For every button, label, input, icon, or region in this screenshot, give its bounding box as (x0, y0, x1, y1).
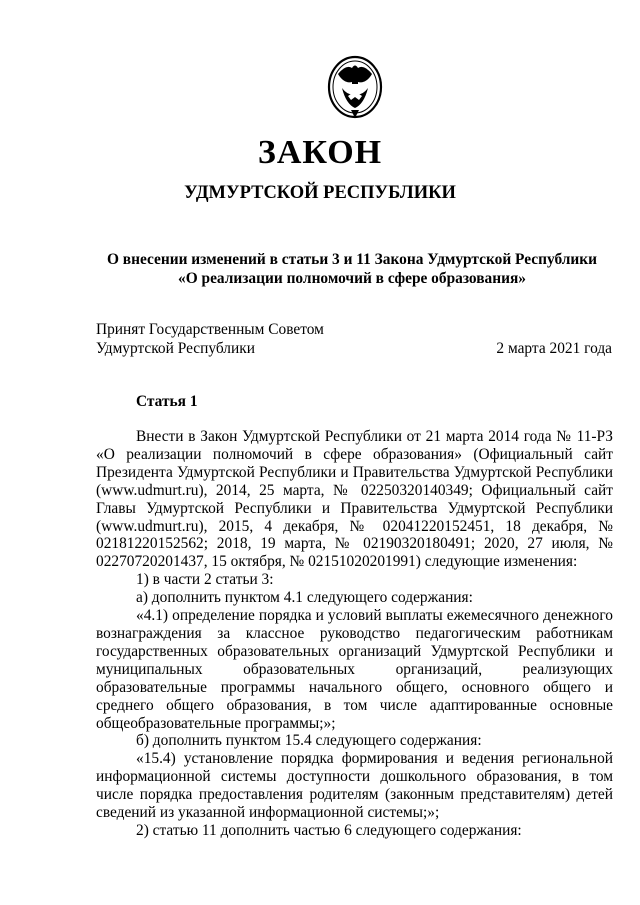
article-paragraph: б) дополнить пунктом 15.4 следующего содержания: (136, 732, 482, 750)
coat-of-arms-emblem (326, 54, 384, 122)
law-subject (96, 250, 608, 288)
article-paragraph: а) дополнить пунктом 4.1 следующего содержания: (136, 589, 473, 607)
article-paragraph: Внести в Закон Удмуртской Республики от 21 марта 2014 года № 11-РЗ «О реализации полномочий в сфере образования» (Официальный сайт Президента Удмуртской Республики и Правительства Удмуртской Республики (www.udmurt.ru), 2014, 25 марта, № 02250320140349; Официальный сайт Главы Удмуртской Республики и Правительства Удмуртской Республики (www.udmurt.ru), 2015, 4 декабря, № 02041220152451, 18 декабря, № 02181220152562; 2018, 19 марта, № 02190320180491; 2020, 27 июля, № 02270720201437, 15 октября, № 02151020201991) следующие изменения: (96, 428, 613, 571)
article-heading: Статья 1 (136, 393, 198, 410)
article-paragraph: 2) статью 11 дополнить частью 6 следующего содержания: (136, 821, 522, 839)
adoption-date: 2 марта 2021 года (496, 340, 612, 357)
adoption-line-1: Принят Государственным Советом (96, 321, 324, 338)
law-subtitle: УДМУРТСКОЙ РЕСПУБЛИКИ (184, 183, 456, 203)
adoption-block (96, 320, 324, 358)
law-title: ЗАКОН (257, 134, 383, 171)
article-body (96, 428, 613, 840)
article-paragraph: «15.4) установление порядка формирования и ведения региональной информационной системы доступности дошкольного образования, в том числе порядка предоставления родителям (законным представителям) детей сведений из указанной информационной системы;»; (96, 750, 613, 822)
law-subject-line-1: О внесении изменений в статьи 3 и 11 Закона Удмуртской Республики (106, 251, 598, 268)
article-paragraph: 1) в части 2 статьи 3: (136, 571, 274, 589)
law-subject-line-2: «О реализации полномочий в сфере образования» (178, 270, 526, 287)
adoption-line-2: Удмуртской Республики (96, 340, 255, 357)
article-paragraph: «4.1) определение порядка и условий выплаты ежемесячного денежного вознаграждения за классное руководство педагогическим работникам государственных образовательных организаций Удмуртской Республики и муниципальных образовательных организаций, реализующих образовательные программы начального общего, основного общего и среднего общего образования, в том числе адаптированные основные общеобразовательные программы;»; (96, 607, 613, 732)
